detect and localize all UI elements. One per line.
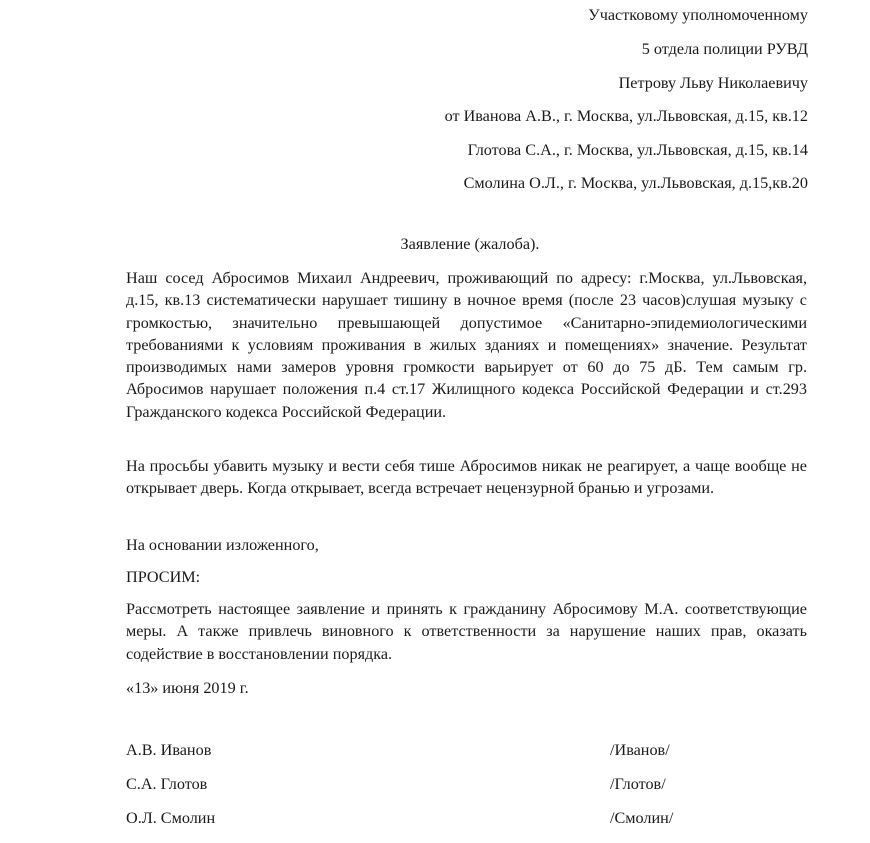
signature: /Смолин/ xyxy=(610,809,674,827)
sender-line-glotov: Глотова С.А., г. Москва, ул.Львовская, д.15, кв.14 xyxy=(467,141,808,159)
document-title: Заявление (жалоба). xyxy=(400,235,540,253)
addressee-department: 5 отдела полиции РУВД xyxy=(641,40,808,58)
behavior-paragraph: На просьбы убавить музыку и вести себя тише Абросимов никак не реагирует, а чаще вообще не открывает дверь. Когда открывает, всегда встречает нецензурной бранью и угрозами. xyxy=(126,457,807,498)
addressee-line: Участковому уполномоченному xyxy=(588,6,808,24)
addressee-name: Петрову Льву Николаевичу xyxy=(618,74,808,92)
signature: /Иванов/ xyxy=(610,741,670,759)
signatory-name: А.В. Иванов xyxy=(126,741,212,759)
document-date: «13» июня 2019 г. xyxy=(126,679,249,697)
signature: /Глотов/ xyxy=(610,775,666,793)
basis-paragraph: На основании изложенного, xyxy=(126,536,319,554)
complaint-paragraph: Наш сосед Абросимов Михаил Андреевич, проживающий по адресу: г.Москва, ул.Львовская, д.15, кв.13 систематически нарушает тишину в ночное время (после 23 часов)слушая музыку с громкостью, значительно превышающей допустимое «Санитарно-эпидемиологическими требованиями к условиям проживания в жилых зданиях и помещениях» значение. Результат производимых нами замеров уровня громкости варьирует от 60 до 75 дБ. Тем самым гр. Абросимов нарушает положения п.4 ст.17 Жилищного кодекса Российской Федерации и ст.293 Гражданского кодекса Российской Федерации. xyxy=(126,269,807,421)
request-heading: ПРОСИМ: xyxy=(126,568,201,586)
request-paragraph: Рассмотреть настоящее заявление и принять к гражданину Абросимову М.А. соответствующие меры. А также привлечь виновного к ответственности за нарушение наших прав, оказать содействие в восстановлении порядка. xyxy=(126,600,807,663)
sender-line-ivanov: от Иванова А.В., г. Москва, ул.Львовская, д.15, кв.12 xyxy=(444,107,808,125)
signatory-name: С.А. Глотов xyxy=(126,775,208,793)
sender-line-smolin: Смолина О.Л., г. Москва, ул.Львовская, д.15,кв.20 xyxy=(463,174,808,192)
signatory-name: О.Л. Смолин xyxy=(126,809,216,827)
